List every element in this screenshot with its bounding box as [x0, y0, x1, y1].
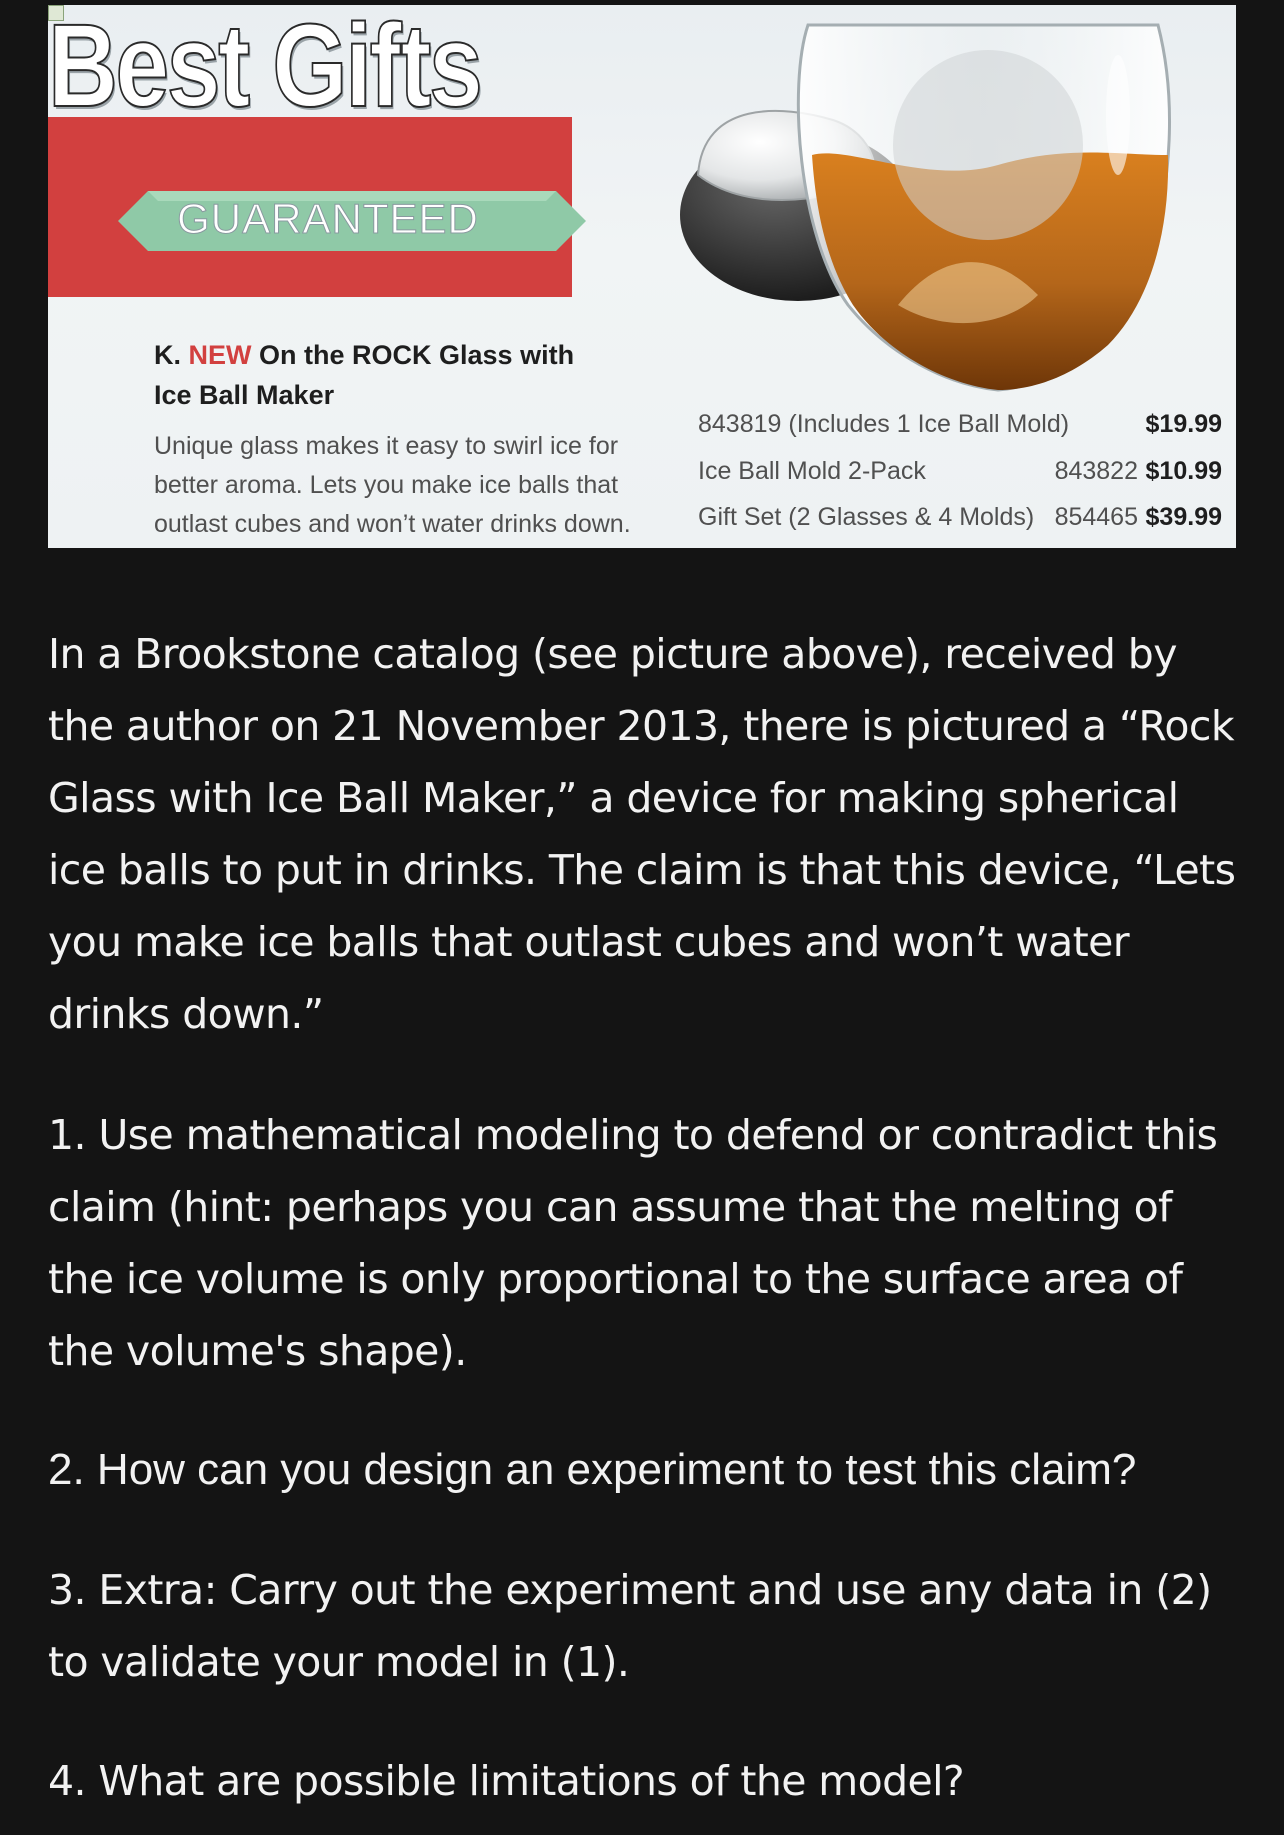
rock-glass-illustration	[648, 5, 1236, 425]
description-line: Unique glass makes it easy to swirl ice for	[154, 432, 619, 460]
question-3: 3. Extra: Carry out the experiment and use any data in (2) to validate your model in (1).	[48, 1566, 1212, 1686]
new-tag: NEW	[188, 340, 252, 370]
question-1: 1. Use mathematical modeling to defend or contradict this claim (hint: perhaps you can assume that the melting of the ice volume is only proportional to the surface area of the volume's shape).	[48, 1111, 1218, 1375]
product-letter: K.	[154, 340, 181, 370]
option-label: Gift Set (2 Glasses & 4 Molds)	[698, 503, 1035, 531]
description-line: better aroma. Lets you make ice balls that	[154, 471, 619, 499]
option-sku: 843822	[1054, 457, 1138, 485]
product-title-line1: On the ROCK Glass with	[259, 340, 575, 370]
product-description	[154, 427, 631, 544]
description-line: outlast cubes and won’t water drinks down.	[154, 510, 631, 538]
option-price: $39.99	[1145, 503, 1222, 531]
price-row	[698, 410, 1222, 450]
product-title-line2: Ice Ball Maker	[154, 380, 335, 410]
option-sku: 854465	[1054, 503, 1138, 531]
question-4: 4. What are possible limitations of the model?	[48, 1757, 965, 1805]
price-row	[698, 457, 1222, 497]
banner-title: Best Gifts	[48, 5, 481, 132]
option-label: 843819 (Includes 1 Ice Ball Mold)	[698, 410, 1070, 438]
option-price: $10.99	[1145, 457, 1222, 485]
question-2: 2. How can you design an experiment to test this claim?	[48, 1445, 1137, 1494]
option-price: $19.99	[1145, 410, 1222, 438]
banner-subtitle: GUARANTEED	[177, 195, 479, 242]
option-label: Ice Ball Mold 2-Pack	[698, 457, 926, 485]
price-row	[698, 503, 1222, 543]
product-title	[154, 335, 574, 415]
intro-paragraph: In a Brookstone catalog (see picture above), received by the author on 21 November 2013, there is pictured a “Rock Glass with Ice Ball Maker,” a device for making spherical ice balls to put in drinks. The claim is that this device, “Lets you make ice balls that outlast cubes and won’t water drinks down.”	[48, 630, 1236, 1038]
